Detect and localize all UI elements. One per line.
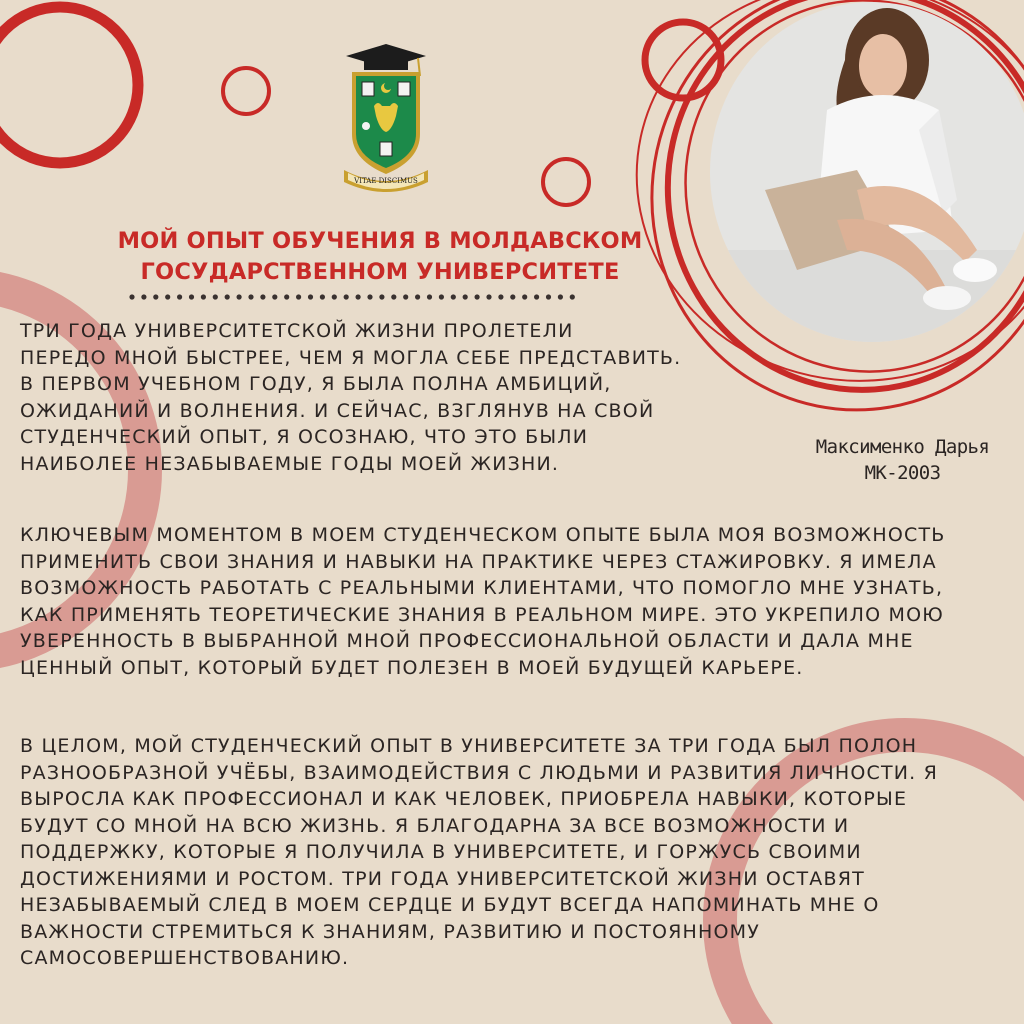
divider-dot — [296, 294, 301, 299]
divider-dot — [201, 294, 206, 299]
divider-dot — [129, 294, 134, 299]
divider-dot — [153, 294, 158, 299]
divider-dot — [510, 294, 515, 299]
title-line-1: МОЙ ОПЫТ ОБУЧЕНИЯ В МОЛДАВСКОМ — [117, 228, 643, 254]
divider-dot — [237, 294, 242, 299]
divider-dot — [415, 294, 420, 299]
divider-dot — [486, 294, 491, 299]
divider-dot — [177, 294, 182, 299]
divider-dot — [320, 294, 325, 299]
divider-dot — [260, 294, 265, 299]
paragraph-internship: КЛЮЧЕВЫМ МОМЕНТОМ В МОЕМ СТУДЕНЧЕСКОМ ОПЫТЕ БЫЛА МОЯ ВОЗМОЖНОСТЬ ПРИМЕНИТЬ СВОИ ЗНАНИЯ И НАВЫКИ НА ПРАКТИКЕ ЧЕРЕЗ СТАЖИРОВКУ. Я ИМЕЛА ВОЗМОЖНОСТЬ РАБОТАТЬ С РЕАЛЬНЫМИ КЛИЕНТАМИ, ЧТО ПОМОГЛО МНЕ УЗНАТЬ, КАК ПРИМЕНЯТЬ ТЕОРЕТИЧЕСКИЕ ЗНАНИЯ В РЕАЛЬНОМ МИРЕ. ЭТО УКРЕПИЛО МОЮ УВЕРЕННОСТЬ В ВЫБРАННОЙ МНОЙ ПРОФЕССИОНАЛЬНОЙ ОБЛАСТИ И ДАЛА МНЕ ЦЕННЫЙ ОПЫТ, КОТОРЫЙ БУДЕТ ПОЛЕЗЕН В МОЕЙ БУДУЩЕЙ КАРЬЕРЕ. — [20, 524, 946, 679]
divider-dot — [463, 294, 468, 299]
divider-dot — [546, 294, 551, 299]
divider-dot — [498, 294, 503, 299]
divider-dot — [225, 294, 230, 299]
red-ring-small-1 — [223, 68, 269, 114]
university-crest-icon — [344, 42, 428, 192]
divider-dot — [248, 294, 253, 299]
divider-dot — [558, 294, 563, 299]
red-ring-small-2 — [543, 159, 589, 205]
divider-dot — [534, 294, 539, 299]
divider-dot — [403, 294, 408, 299]
author-name: Максименко Дарья — [815, 436, 990, 458]
divider-dot — [379, 294, 384, 299]
divider-dot — [475, 294, 480, 299]
divider-dot — [427, 294, 432, 299]
divider-dot — [356, 294, 361, 299]
divider-dot — [391, 294, 396, 299]
divider-dot — [189, 294, 194, 299]
divider-dot — [213, 294, 218, 299]
divider-dot — [451, 294, 456, 299]
title-line-2: ГОСУДАРСТВЕННОМ УНИВЕРСИТЕТЕ — [140, 259, 620, 285]
divider-dot — [522, 294, 527, 299]
dotted-divider — [128, 291, 578, 303]
divider-dot — [308, 294, 313, 299]
paragraph-conclusion: В ЦЕЛОМ, МОЙ СТУДЕНЧЕСКИЙ ОПЫТ В УНИВЕРСИТЕТЕ ЗА ТРИ ГОДА БЫЛ ПОЛОН РАЗНООБРАЗНОЙ УЧЁБЫ, ВЗАИМОДЕЙСТВИЯ С ЛЮДЬМИ И РАЗВИТИЯ ЛИЧНОСТИ. Я ВЫРОСЛА КАК ПРОФЕССИОНАЛ И КАК ЧЕЛОВЕК, ПРИОБРЕЛА НАВЫКИ, КОТОРЫЕ БУДУТ СО МНОЙ НА ВСЮ ЖИЗНЬ. Я БЛАГОДАРНА ЗА ВСЕ ВОЗМОЖНОСТИ И ПОДДЕРЖКУ, КОТОРЫЕ Я ПОЛУЧИЛА В УНИВЕРСИТЕТЕ, И ГОРЖУСЬ СВОИМИ ДОСТИЖЕНИЯМИ И РОСТОМ. ТРИ ГОДА УНИВЕРСИТЕТСКОЙ ЖИЗНИ ОСТАВЯТ НЕЗАБЫВАЕМЫЙ СЛЕД В МОЕМ СЕРДЦЕ И БУДУТ ВСЕГДА НАПОМИНАТЬ МНЕ О ВАЖНОСТИ СТРЕМИТЬСЯ К ЗНАНИЯМ, РАЗВИТИЮ И ПОСТОЯННОМУ САМОСОВЕРШЕНСТВОВАНИЮ. — [20, 735, 939, 969]
divider-dot — [332, 294, 337, 299]
divider-dot — [570, 294, 575, 299]
divider-dot — [439, 294, 444, 299]
crest-motto: VITAE DISCIMUS — [354, 177, 418, 185]
author-caption — [790, 434, 1015, 486]
author-group: МК-2003 — [864, 462, 941, 484]
divider-dot — [344, 294, 349, 299]
divider-dot — [272, 294, 277, 299]
page-title — [20, 226, 740, 288]
red-ring-top-left — [0, 7, 138, 163]
divider-dot — [141, 294, 146, 299]
paragraph-intro: ТРИ ГОДА УНИВЕРСИТЕТСКОЙ ЖИЗНИ ПРОЛЕТЕЛИ ПЕРЕДО МНОЙ БЫСТРЕЕ, ЧЕМ Я МОГЛА СЕБЕ ПРЕДСТАВИТЬ. В ПЕРВОМ УЧЕБНОМ ГОДУ, Я БЫЛА ПОЛНА АМБИЦИЙ, ОЖИДАНИЙ И ВОЛНЕНИЯ. И СЕЙЧАС, ВЗГЛЯНУВ НА СВОЙ СТУДЕНЧЕСКИЙ ОПЫТ, Я ОСОЗНАЮ, ЧТО ЭТО БЫЛИ НАИБОЛЕЕ НЕЗАБЫВАЕМЫЕ ГОДЫ МОЕЙ ЖИЗНИ. — [20, 320, 682, 475]
divider-dot — [165, 294, 170, 299]
student-portrait-photo — [707, 0, 1024, 345]
divider-dot — [284, 294, 289, 299]
divider-dot — [367, 294, 372, 299]
